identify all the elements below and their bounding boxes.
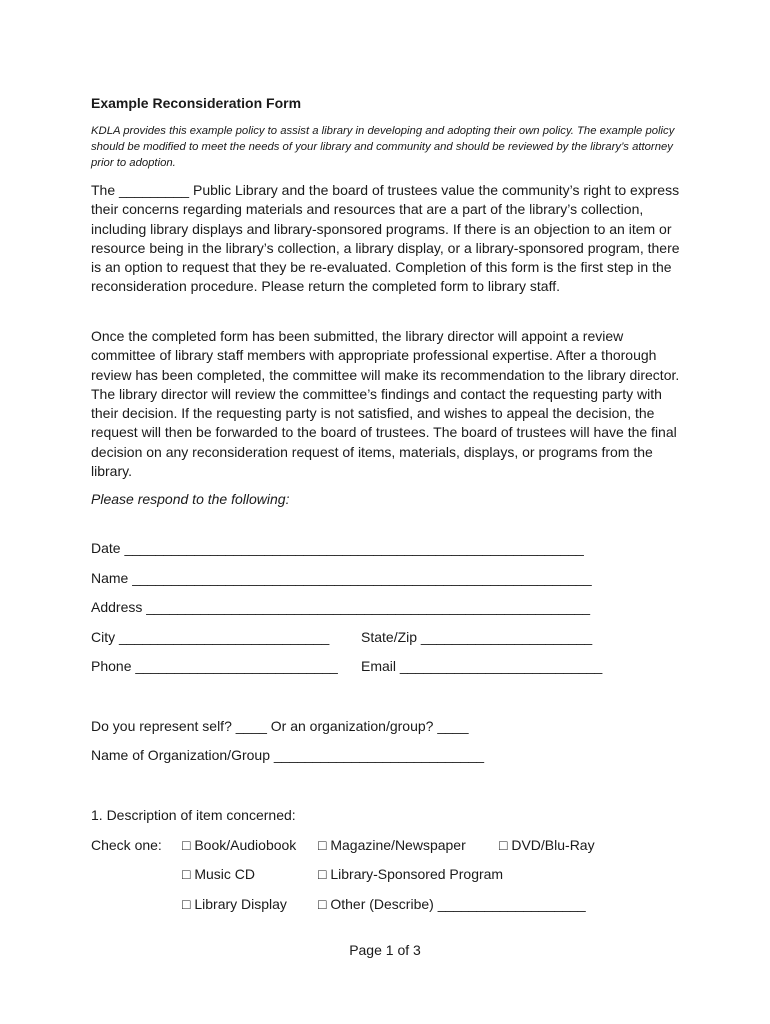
organization-name-field[interactable]: Name of Organization/Group ___________________________ — [91, 747, 485, 763]
form-title: Example Reconsideration Form — [91, 95, 302, 111]
paragraph-procedure: Once the completed form has been submitted, the library director will appoint a review committee of library staff members with appropriate professional expertise. After a thorough review has been completed, the committee will make its recommendation to the library director. The library director will review the committee’s findings and contact the requesting party with their decision. If the requesting party is not satisfied, and wishes to appeal the decision, the request will then be forwarded to the board of trustees. The board of trustees will have the final decision on any reconsideration request of items, materials, displays, or programs from the library. — [91, 328, 680, 480]
email-field[interactable]: Email __________________________ — [361, 658, 603, 674]
checkbox-magazine-newspaper[interactable]: □ Magazine/Newspaper — [318, 837, 466, 853]
checkbox-library-sponsored-program[interactable]: □ Library-Sponsored Program — [318, 866, 504, 882]
checkbox-library-display[interactable]: □ Library Display — [182, 896, 287, 912]
address-field[interactable]: Address _________________________________________________________ — [91, 599, 591, 615]
checkbox-dvd-bluray[interactable]: □ DVD/Blu-Ray — [499, 837, 595, 853]
city-field[interactable]: City ___________________________ — [91, 629, 330, 645]
intro-note: KDLA provides this example policy to assist a library in developing and adopting their own policy. The example policy should be modified to meet the needs of your library and community and should be reviewed by the library’s attorney prior to adoption. — [91, 125, 675, 169]
checkbox-other-describe[interactable]: □ Other (Describe) ___________________ — [318, 896, 586, 912]
represent-question[interactable]: Do you represent self? ____ Or an organization/group? ____ — [91, 718, 469, 734]
paragraph-purpose: The _________ Public Library and the board of trustees value the community’s right to express their concerns regarding materials and resources that are a part of the library’s collection, including library displays and library-sponsored programs. If there is an objection to an item or resource being in the library’s collection, a library display, or a library-sponsored program, there is an option to request that they be re-evaluated. Completion of this form is the first step in the reconsideration procedure. Please return the completed form to library staff. — [91, 182, 680, 295]
date-field[interactable]: Date ___________________________________________________________ — [91, 540, 584, 556]
state-zip-field[interactable]: State/Zip ______________________ — [361, 629, 593, 645]
checkbox-music-cd[interactable]: □ Music CD — [182, 866, 256, 882]
phone-field[interactable]: Phone __________________________ — [91, 658, 338, 674]
respond-prompt: Please respond to the following: — [91, 491, 290, 507]
page-number: Page 1 of 3 — [349, 942, 421, 958]
check-one-label: Check one: — [91, 837, 162, 853]
section1-heading: 1. Description of item concerned: — [91, 807, 296, 823]
checkbox-book-audiobook[interactable]: □ Book/Audiobook — [182, 837, 297, 853]
name-field[interactable]: Name ___________________________________________________________ — [91, 570, 592, 586]
